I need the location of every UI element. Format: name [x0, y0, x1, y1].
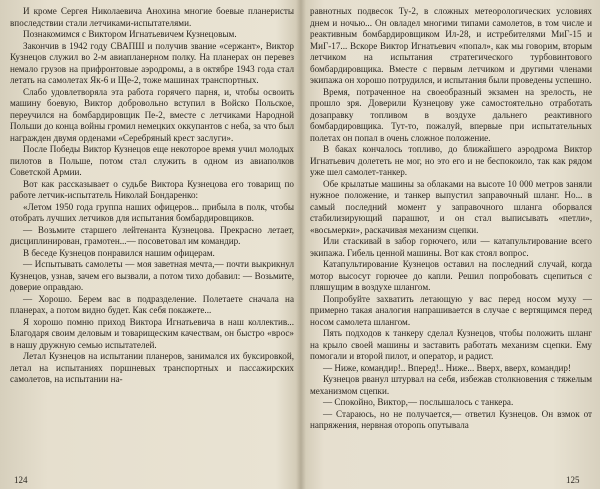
right-paragraph-10: Кузнецов рванул штурвал на себя, избежав столкновения с тяжелым механизмом сцепки. — [310, 374, 592, 396]
right-page-number: 125 — [566, 475, 580, 485]
right-paragraph-4: Обе крылатые машины за облаками на высоте 10 000 метров заняли нужное положение, и танкер выпустил заправочный шланг. Но... в самый последний момент у заправочного шланга оборвался стабилизирующий парашют, и он стал выписывать «петли», «восьмерки», раскачивая механизм сцепки. — [310, 178, 592, 235]
right-paragraph-8: Пять подходов к танкеру сделал Кузнецов, чтобы положить шланг на крыло своей машины и заставить работать механизм сцепки. Ему помогали и второй пилот, и оператор, и радист. — [310, 328, 592, 361]
right-paragraph-3: В баках кончалось топливо, до ближайшего аэродрома Виктор Игнатьевич долететь не мог, но это его и не беспокоило, так как рядом уже шел самолет-танкер. — [310, 144, 592, 177]
right-paragraph-9: — Ниже, командир!.. Вперед!.. Ниже... Вверх, вверх, командир! — [323, 362, 572, 373]
left-page-number: 124 — [14, 475, 28, 485]
left-paragraph-9: В беседе Кузнецов понравился нашим офицерам. — [23, 247, 215, 258]
right-paragraph-1: равнотных подвесок Ту-2, в сложных метеорологических условиях днем и ночью... Он овладел многими типами самолетов, в том числе и реактивным бомбардировщиком Ил-28, и истребителями МиГ-15 и МиГ-17... Вскоре Виктор Игнатьевич «попал», как мы говорим, вторым летчиком на испытания стратегического турбовинтового бомбардировщика. Вместе с первым летчиком и другими членами экипажа он хорошо потрудился, и испытания были проведены успешно. — [310, 6, 592, 85]
book-gutter — [296, 0, 306, 489]
left-paragraph-10: — Испытывать самолеты — моя заветная мечта,— почти выкрикнул Кузнецов, узнав, зачем его вызвали, а потом тихо добавил: — Возьмите, доверие оправдаю. — [10, 259, 294, 292]
left-page — [10, 6, 294, 476]
left-paragraph-11: — Хорошо. Берем вас в подразделение. Полетаете сначала на планерах, а потом видно будет. Как себя покажете... — [10, 293, 294, 315]
right-paragraph-5: Или стаскивай в забор горючего, или — катапультирование всего экипажа. Гибель ценной машины. Вот как стоял вопрос. — [310, 236, 592, 258]
left-paragraph-12: Я хорошо помню приход Виктора Игнатьевича в наш коллектив... Благодаря своим деловым и товарищеским качествам, он быстро «врос» в нашу дружную семью испытателей. — [10, 316, 294, 350]
left-paragraph-2: Познакомимся с Виктором Игнатьевичем Кузнецовым. — [23, 29, 237, 39]
left-paragraph-13: Летал Кузнецов на испытании планеров, занимался их буксировкой, летал на испытаниях поршневых транспортных и пассажирских самолетов, на испытании на- — [10, 351, 294, 384]
left-paragraph-6: Вот как рассказывает о судьбе Виктора Кузнецова его товарищ по работе летчик-испытатель Николай Бондаренко: — [10, 178, 294, 200]
right-paragraph-6: Катапультирование Кузнецов оставил на последний случай, когда мотор высосут горючее до капли. Решил попробовать сцепиться с пляшущим в воздухе шлангом. — [310, 259, 592, 292]
right-page — [310, 6, 592, 476]
left-paragraph-7: «Летом 1950 года группа наших офицеров... прибыла в полк, чтобы отобрать лучших летчиков для испытания бомбардировщиков. — [10, 201, 294, 223]
right-paragraph-12: — Стараюсь, но не получается,— ответил Кузнецов. Он взмок от напряжения, нервная оторопь опутывала — [310, 408, 592, 430]
left-paragraph-4: Слабо удовлетворяла эта работа горячего парня, и, чтобы освоить машину боевую, Виктор добровольно вступил в Войско Польское, переучился на бомбардировщик Пе-2, вместе с летчиками Народной Польши до конца войны громил немецких оккупантов с неба, за что был награжден двумя орденами «Серебряный крест заслуги». — [10, 86, 294, 143]
left-paragraph-1: И кроме Сергея Николаевича Анохина многие боевые планеристы впоследствии стали летчиками-испытателями. — [10, 6, 294, 28]
left-paragraph-8: — Возьмите старшего лейтенанта Кузнецова. Прекрасно летает, дисциплинирован, грамотен...— посоветовал им командир. — [10, 224, 294, 246]
right-paragraph-11: — Спокойно, Виктор,— послышалось с танкера. — [323, 397, 514, 407]
left-paragraph-3: Закончив в 1942 году СВАПШ и получив звание «сержант», Виктор Кузнецов служил во 2-м авиапланерном полку. На планерах он перевез немало грузов на прифронтовые аэродромы, а в октябре 1943 года стал летать на самолетах Як-6 и Ще-2, тоже машинах транспортных. — [10, 40, 294, 85]
right-paragraph-7: Попробуйте захватить летающую у вас перед носом муху — примерно такая аналогия напрашивается в случае с вертящимся перед носом самолета шлангом. — [310, 293, 592, 327]
right-paragraph-2: Время, потраченное на своеобразный экзамен на зрелость, не прошло зря. Доверили Кузнецову уже самостоятельно отработать дозаправку топливом в воздухе дальнего реактивного бомбардировщика. Тут-то, пожалуй, впервые при испытательных полетах он попал в очень сложное положение. — [310, 86, 592, 143]
left-paragraph-5: После Победы Виктор Кузнецов еще некоторое время учил молодых пилотов в Польше, потом стал служить в одном из авиаполков Советской Армии. — [10, 144, 294, 177]
